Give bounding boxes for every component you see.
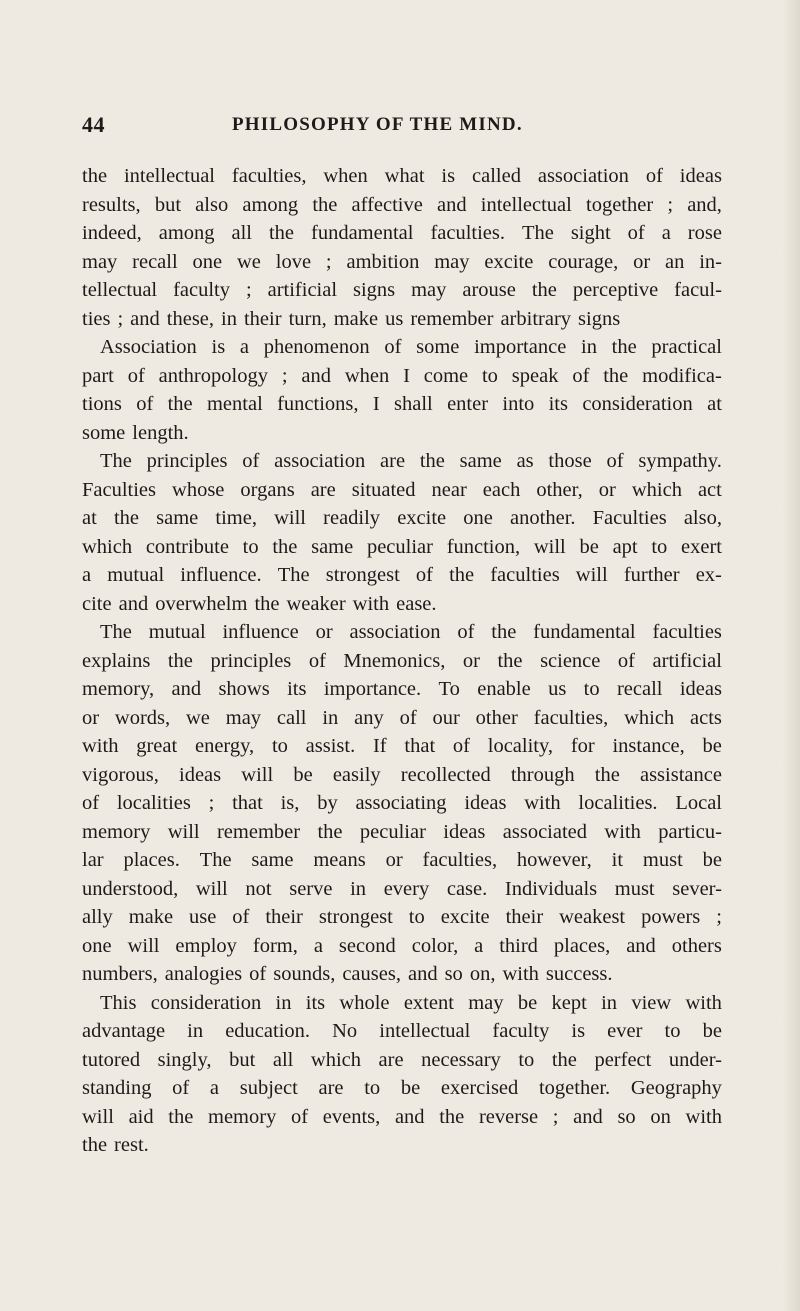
text-line: ties ; and these, in their turn, make us remember arbitrary signs — [82, 307, 621, 330]
text-line: at the same time, will readily excite one another. Faculties also, — [82, 507, 722, 529]
page-number: 44 — [82, 112, 105, 137]
text-line: the intellectual faculties, when what is called association of ideas — [82, 165, 722, 187]
text-line: This consideration in its whole extent may be kept in view with — [100, 991, 722, 1014]
text-line: advantage in education. No intellectual faculty is ever to be — [82, 1020, 722, 1042]
text-line: lar places. The same means or faculties, however, it must be — [82, 849, 722, 871]
text-line: with great energy, to assist. If that of locality, for instance, be — [82, 735, 722, 757]
text-line: memory, and shows its importance. To enable us to recall ideas — [82, 678, 722, 700]
text-line: which contribute to the same peculiar function, will be apt to exert — [82, 535, 722, 558]
text-line: indeed, among all the fundamental faculties. The sight of a rose — [82, 222, 722, 244]
text-line: tellectual faculty ; artificial signs may arouse the perceptive facul- — [82, 279, 722, 301]
text-line: a mutual influence. The strongest of the faculties will further ex- — [82, 564, 722, 586]
text-line: tions of the mental functions, I shall enter into its consideration at — [82, 393, 722, 415]
text-line: ally make use of their strongest to excite their weakest powers ; — [82, 906, 722, 928]
header-title: PHILOSOPHY OF THE MIND. — [232, 114, 523, 135]
text-line: memory will remember the peculiar ideas associated with particu- — [82, 820, 722, 843]
text-line: will aid the memory of events, and the reverse ; and so on with — [82, 1105, 722, 1128]
text-line: may recall one we love ; ambition may excite courage, or an in- — [82, 250, 722, 273]
text-line: standing of a subject are to be exercised together. Geography — [82, 1077, 722, 1099]
body-text — [82, 162, 722, 1160]
text-line: some length. — [82, 421, 189, 444]
text-line: numbers, analogies of sounds, causes, and so on, with success. — [82, 963, 613, 985]
text-line: understood, will not serve in every case. Individuals must sever- — [82, 877, 722, 900]
text-line: The mutual influence or association of the fundamental faculties — [100, 621, 722, 643]
text-line: or words, we may call in any of our other faculties, which acts — [82, 706, 722, 729]
text-line: results, but also among the affective and intellectual together ; and, — [82, 193, 722, 216]
text-line: part of anthropology ; and when I come to speak of the modifica- — [82, 364, 722, 387]
text-line: tutored singly, but all which are necessary to the perfect under- — [82, 1048, 722, 1071]
text-line: Faculties whose organs are situated near each other, or which act — [82, 478, 722, 501]
text-line: one will employ form, a second color, a third places, and others — [82, 934, 722, 957]
text-line: The principles of association are the same as those of sympathy. — [100, 450, 722, 472]
text-line: vigorous, ideas will be easily recollected through the assistance — [82, 763, 722, 786]
running-head — [82, 112, 722, 142]
page-edge-shadow — [782, 0, 800, 1311]
text-line: cite and overwhelm the weaker with ease. — [82, 592, 437, 615]
text-line: of localities ; that is, by associating ideas with localities. Local — [82, 792, 722, 814]
text-line: the rest. — [82, 1134, 149, 1156]
text-line: explains the principles of Mnemonics, or the science of artificial — [82, 649, 722, 672]
text-line: Association is a phenomenon of some importance in the practical — [100, 336, 722, 358]
